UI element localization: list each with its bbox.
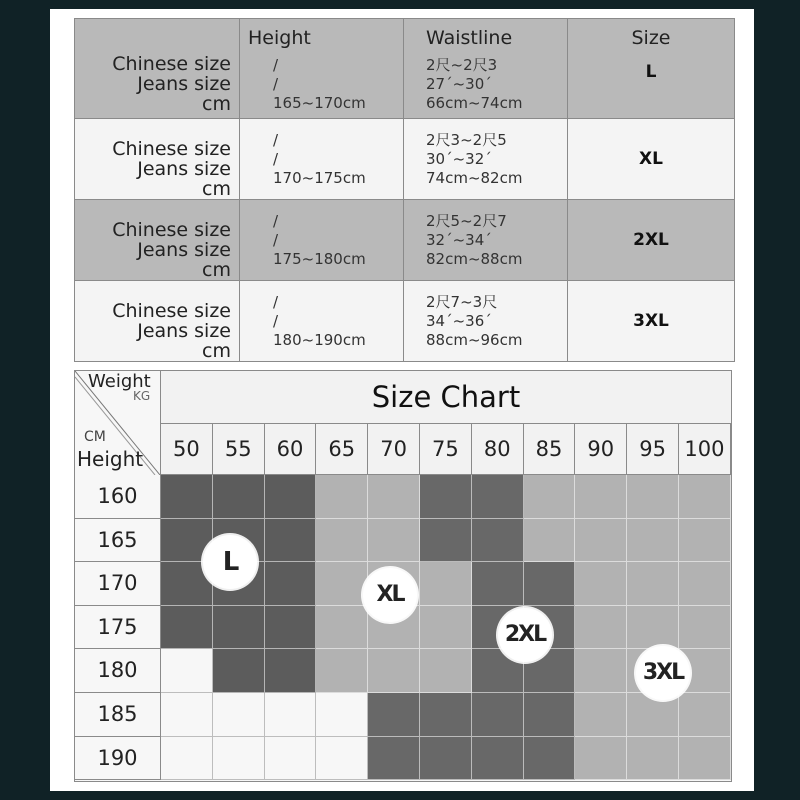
waist-chinese: 2尺3~2尺5 xyxy=(426,131,507,149)
grid-cell xyxy=(575,737,627,781)
height-header-160: 160 xyxy=(75,475,161,519)
row-labels xyxy=(75,19,240,119)
size-cell xyxy=(568,281,735,362)
grid-cell xyxy=(420,649,472,693)
grid-cell xyxy=(420,693,472,737)
header-waistline: Waistline xyxy=(426,27,513,49)
height-chinese: / xyxy=(273,131,279,149)
waist-cell xyxy=(404,19,568,119)
grid-cell xyxy=(265,737,317,781)
waist-chinese: 2尺5~2尺7 xyxy=(426,212,507,230)
height-cm: 175~180cm xyxy=(273,250,366,268)
grid-cell xyxy=(575,693,627,737)
grid-cell xyxy=(575,562,627,606)
size-badge-l: L xyxy=(203,535,257,589)
grid-cell xyxy=(316,562,368,606)
grid-cell xyxy=(524,693,576,737)
grid-cell xyxy=(472,519,524,563)
grid-cell xyxy=(161,737,213,781)
grid-cell xyxy=(213,606,265,650)
height-cell xyxy=(240,281,404,362)
grid-cell xyxy=(161,606,213,650)
grid-cell xyxy=(316,606,368,650)
grid-cell xyxy=(316,737,368,781)
row-labels xyxy=(75,119,240,200)
grid-cell xyxy=(472,693,524,737)
height-cm: 165~170cm xyxy=(273,94,366,112)
weight-header-75: 75 xyxy=(420,424,472,475)
grid-cell xyxy=(524,519,576,563)
grid-cell xyxy=(472,475,524,519)
waist-jeans: 34´~36´ xyxy=(426,312,492,330)
waist-cm: 74cm~82cm xyxy=(426,169,523,187)
grid-cell xyxy=(161,649,213,693)
table-row xyxy=(75,19,735,119)
label-jeans-size: Jeans size xyxy=(137,73,231,95)
grid-cell xyxy=(213,693,265,737)
grid-cell xyxy=(679,606,731,650)
waist-chinese: 2尺7~3尺 xyxy=(426,293,498,311)
waist-cell xyxy=(404,119,568,200)
grid-cell xyxy=(524,475,576,519)
grid-cell xyxy=(368,693,420,737)
weight-header-100: 100 xyxy=(679,424,731,475)
grid-cell xyxy=(265,475,317,519)
grid-cell xyxy=(627,562,679,606)
grid-cell xyxy=(627,693,679,737)
table-row xyxy=(75,119,735,200)
grid-cell xyxy=(420,519,472,563)
size-cell xyxy=(568,119,735,200)
corner-cell xyxy=(75,371,161,476)
weight-header-70: 70 xyxy=(368,424,420,475)
label-cm: cm xyxy=(202,178,231,200)
grid-cell xyxy=(265,649,317,693)
grid-cell xyxy=(472,562,524,606)
table-row xyxy=(75,281,735,362)
waist-cm: 66cm~74cm xyxy=(426,94,523,112)
height-cell xyxy=(240,119,404,200)
label-cm: cm xyxy=(202,259,231,281)
grid-cell xyxy=(420,737,472,781)
size-value: L xyxy=(645,62,657,82)
label-chinese-size: Chinese size xyxy=(112,138,231,160)
grid-cell xyxy=(679,737,731,781)
corner-weight-label: Weight xyxy=(88,371,151,392)
height-chinese: / xyxy=(273,212,279,230)
grid-cell xyxy=(161,475,213,519)
size-value: 2XL xyxy=(633,230,669,250)
height-header-185: 185 xyxy=(75,693,161,737)
waist-jeans: 30´~32´ xyxy=(426,150,492,168)
size-cell xyxy=(568,200,735,281)
height-header-165: 165 xyxy=(75,519,161,563)
grid-cell xyxy=(161,693,213,737)
label-jeans-size: Jeans size xyxy=(137,320,231,342)
label-jeans-size: Jeans size xyxy=(137,239,231,261)
grid-cell xyxy=(420,475,472,519)
grid-cell xyxy=(679,519,731,563)
label-chinese-size: Chinese size xyxy=(112,219,231,241)
header-size: Size xyxy=(631,27,671,49)
grid-cell xyxy=(316,519,368,563)
label-jeans-size: Jeans size xyxy=(137,158,231,180)
waist-cell xyxy=(404,281,568,362)
height-jeans: / xyxy=(273,75,279,93)
height-chinese: / xyxy=(273,293,279,311)
weight-header-80: 80 xyxy=(472,424,524,475)
grid-cell xyxy=(627,737,679,781)
grid-cell xyxy=(472,737,524,781)
weight-header-90: 90 xyxy=(575,424,627,475)
weight-header-60: 60 xyxy=(265,424,317,475)
grid-cell xyxy=(368,519,420,563)
corner-height-label: Height xyxy=(77,447,144,471)
corner-kg-label: KG xyxy=(133,389,151,403)
grid-cell xyxy=(420,606,472,650)
height-header-170: 170 xyxy=(75,562,161,606)
grid-cell xyxy=(213,737,265,781)
grid-cell xyxy=(627,519,679,563)
grid-cell xyxy=(627,475,679,519)
label-chinese-size: Chinese size xyxy=(112,300,231,322)
corner-cm-label: CM xyxy=(84,429,106,445)
height-header-190: 190 xyxy=(75,737,161,781)
height-header-180: 180 xyxy=(75,649,161,693)
weight-header-85: 85 xyxy=(524,424,576,475)
grid-cell xyxy=(316,693,368,737)
table-row xyxy=(75,200,735,281)
grid-cell xyxy=(524,562,576,606)
height-jeans: / xyxy=(273,150,279,168)
grid-cell xyxy=(679,562,731,606)
waist-jeans: 27´~30´ xyxy=(426,75,492,93)
label-cm: cm xyxy=(202,340,231,362)
height-cm: 170~175cm xyxy=(273,169,366,187)
size-cell xyxy=(568,19,735,119)
size-chart xyxy=(74,370,732,782)
grid-cell xyxy=(575,519,627,563)
weight-header-50: 50 xyxy=(161,424,213,475)
grid-cell xyxy=(420,562,472,606)
grid-cell xyxy=(368,475,420,519)
waist-cm: 82cm~88cm xyxy=(426,250,523,268)
grid-cell xyxy=(627,606,679,650)
height-chinese: / xyxy=(273,56,279,74)
grid-cell xyxy=(524,737,576,781)
row-labels xyxy=(75,281,240,362)
chart-title: Size Chart xyxy=(161,371,731,424)
weight-header-95: 95 xyxy=(627,424,679,475)
grid-cell xyxy=(575,475,627,519)
grid-cell xyxy=(679,693,731,737)
height-cm: 180~190cm xyxy=(273,331,366,349)
grid-cell xyxy=(368,649,420,693)
grid-cell xyxy=(265,606,317,650)
grid-cell xyxy=(679,475,731,519)
header-height: Height xyxy=(248,27,311,49)
row-labels xyxy=(75,200,240,281)
size-badge-3xl: 3XL xyxy=(636,646,690,700)
waist-cm: 88cm~96cm xyxy=(426,331,523,349)
grid-cell xyxy=(316,475,368,519)
grid-cell xyxy=(265,693,317,737)
waist-jeans: 32´~34´ xyxy=(426,231,492,249)
height-jeans: / xyxy=(273,312,279,330)
label-chinese-size: Chinese size xyxy=(112,53,231,75)
grid-cell xyxy=(575,606,627,650)
grid-cell xyxy=(213,475,265,519)
grid-cell xyxy=(316,649,368,693)
weight-header-65: 65 xyxy=(316,424,368,475)
grid-cell xyxy=(213,649,265,693)
size-badge-2xl: 2XL xyxy=(498,608,552,662)
grid-cell xyxy=(575,649,627,693)
waist-chinese: 2尺~2尺3 xyxy=(426,56,498,74)
height-cell xyxy=(240,19,404,119)
grid-cell xyxy=(368,737,420,781)
height-jeans: / xyxy=(273,231,279,249)
label-cm: cm xyxy=(202,93,231,115)
height-cell xyxy=(240,200,404,281)
grid-cell xyxy=(265,562,317,606)
waist-cell xyxy=(404,200,568,281)
size-badge-xl: XL xyxy=(363,568,417,622)
grid-cell xyxy=(265,519,317,563)
weight-header-55: 55 xyxy=(213,424,265,475)
height-header-175: 175 xyxy=(75,606,161,650)
size-value: 3XL xyxy=(633,311,669,331)
size-value: XL xyxy=(639,149,663,169)
size-table xyxy=(74,18,735,362)
